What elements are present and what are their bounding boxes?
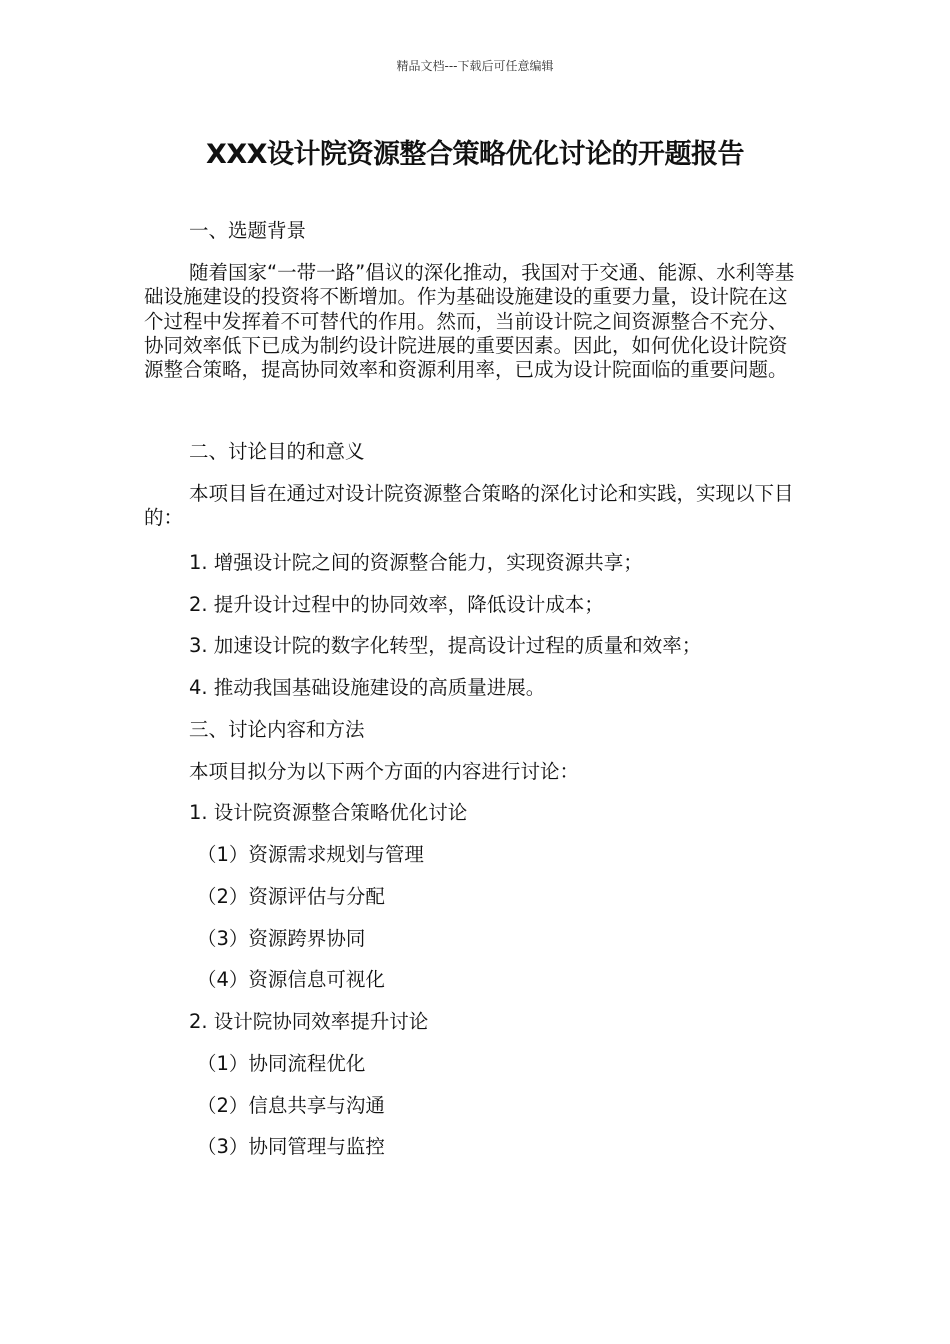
header-note: 精品文档---下载后可任意编辑 — [396, 59, 554, 73]
list-item: （2）信息共享与沟通 — [197, 1094, 385, 1117]
list-item: （4）资源信息可视化 — [197, 968, 385, 991]
list-item: 2. 提升设计过程中的协同效率，降低设计成本； — [189, 593, 604, 616]
list-item: 4. 推动我国基础设施建设的高质量进展。 — [189, 676, 546, 699]
section-2-paragraph: 本项目旨在通过对设计院资源整合策略的深化讨论和实践，实现以下目的： — [144, 482, 794, 530]
list-item: （1）资源需求规划与管理 — [197, 843, 424, 866]
section-2-heading: 二、讨论目的和意义 — [189, 440, 365, 463]
list-item: 3. 加速设计院的数字化转型，提高设计过程的质量和效率； — [189, 634, 702, 657]
section-3-heading: 三、讨论内容和方法 — [189, 718, 365, 741]
list-item: （3）资源跨界协同 — [197, 927, 366, 950]
topic-1-heading: 1. 设计院资源整合策略优化讨论 — [189, 801, 468, 824]
list-item: （3）协同管理与监控 — [197, 1135, 385, 1158]
topic-2-heading: 2. 设计院协同效率提升讨论 — [189, 1010, 429, 1033]
list-item: （2）资源评估与分配 — [197, 885, 385, 908]
list-item: （1）协同流程优化 — [197, 1052, 366, 1075]
section-1-heading: 一、选题背景 — [189, 219, 307, 242]
section-1-paragraph: 随着国家“一带一路”倡议的深化推动，我国对于交通、能源、水利等基础设施建设的投资将不断增加。作为基础设施建设的重要力量，设计院在这个过程中发挥着不可替代的作用。然而，当前设计院之间资源整合不充分、协同效率低下已成为制约设计院进展的重要因素。因此，如何优化设计院资源整合策略，提高协同效率和资源利用率，已成为设计院面临的重要问题。 — [144, 261, 795, 382]
document-title: XXX设计院资源整合策略优化讨论的开题报告 — [206, 139, 744, 170]
section-3-intro: 本项目拟分为以下两个方面的内容进行讨论： — [189, 760, 580, 783]
list-item: 1. 增强设计院之间的资源整合能力，实现资源共享； — [189, 551, 643, 574]
